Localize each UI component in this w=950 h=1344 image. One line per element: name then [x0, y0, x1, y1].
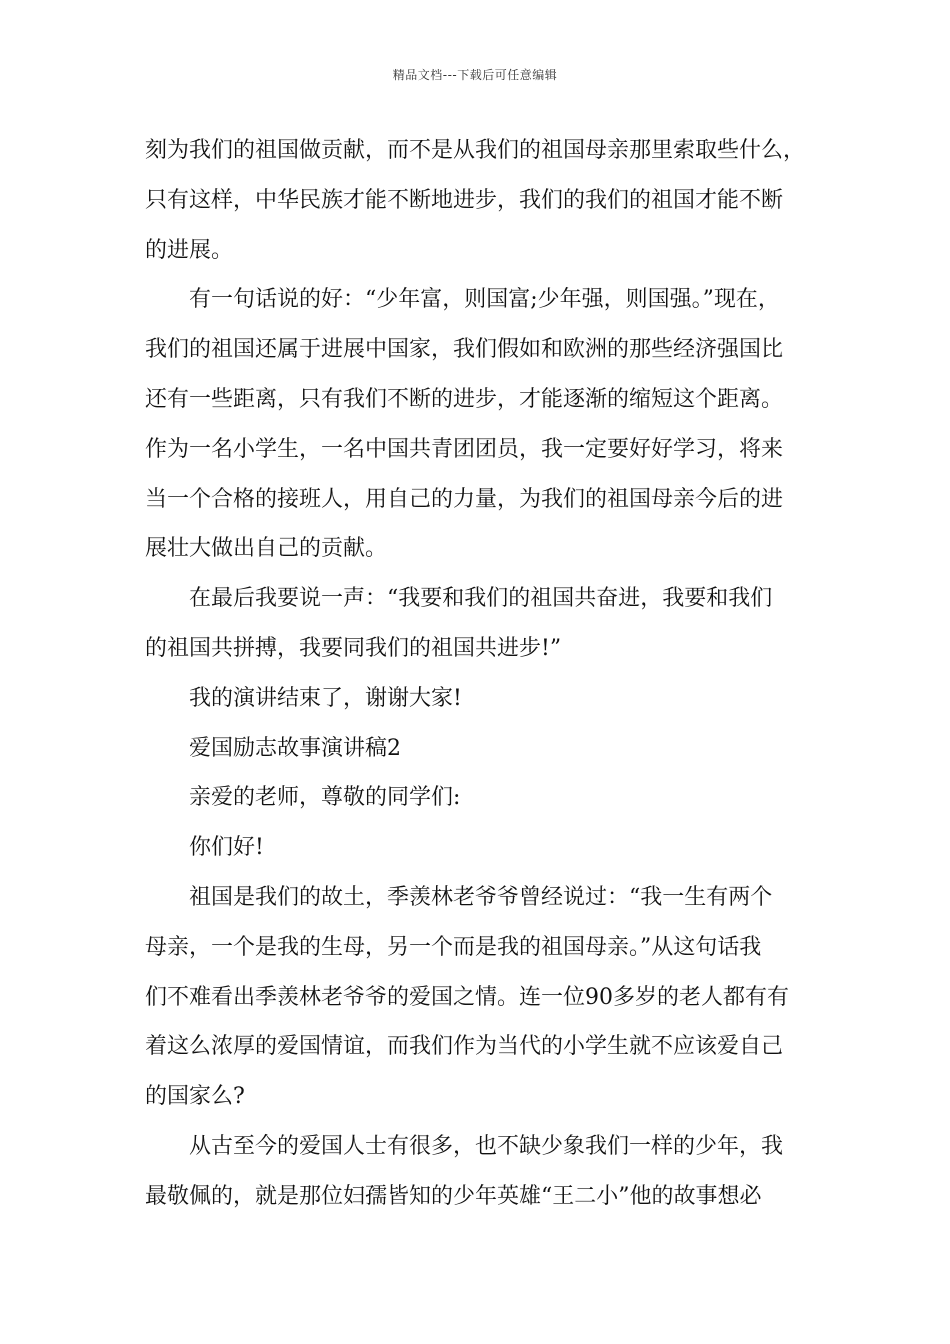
text-line: 只有这样，中华民族才能不断地进步，我们的我们的祖国才能不断 [145, 187, 784, 213]
text-line: 从古至今的爱国人士有很多，也不缺少象我们一样的少年，我 [189, 1133, 784, 1159]
text-line: 最敬佩的，就是那位妇孺皆知的少年英雄“王二小”他的故事想必 [145, 1183, 762, 1209]
text-line: 亲爱的老师，尊敬的同学们: [189, 785, 461, 811]
text-line: 爱国励志故事演讲稿2 [189, 735, 401, 761]
text-line: 们不难看出季羡林老爷爷的爱国之情。连一位90多岁的老人都有有 [145, 984, 789, 1010]
text-line: 你们好! [189, 835, 264, 861]
document-body [145, 126, 810, 1222]
text-line: 展壮大做出自己的贡献。 [145, 536, 388, 562]
text-line: 还有一些距离，只有我们不断的进步，才能逐渐的缩短这个距离。 [145, 386, 784, 412]
text-line: 我的演讲结束了，谢谢大家! [189, 685, 462, 711]
text-line: 有一句话说的好：“少年富，则国富;少年强，则国强。”现在， [189, 287, 780, 313]
text-line: 刻为我们的祖国做贡献，而不是从我们的祖国母亲那里索取些什么， [145, 138, 806, 163]
text-line: 母亲，一个是我的生母，另一个而是我的祖国母亲。”从这句话我 [145, 934, 762, 960]
text-line: 祖国是我们的故土，季羡林老爷爷曾经说过：“我一生有两个 [189, 884, 773, 910]
text-line: 的进展。 [145, 237, 234, 263]
text-line: 我们的祖国还属于进展中国家，我们假如和欧洲的那些经济强国比 [145, 337, 784, 363]
text-line: 着这么浓厚的爱国情谊，而我们作为当代的小学生就不应该爱自己 [145, 1034, 784, 1060]
text-line: 作为一名小学生，一名中国共青团团员，我一定要好好学习，将来 [145, 436, 784, 462]
text-line: 在最后我要说一声：“我要和我们的祖国共奋进，我要和我们 [189, 586, 773, 612]
page-header: 精品文档---下载后可任意编辑 [392, 68, 558, 82]
text-line: 的国家么? [145, 1084, 245, 1110]
text-line: 当一个合格的接班人，用自己的力量，为我们的祖国母亲今后的进 [145, 486, 784, 512]
text-line: 的祖国共拼搏，我要同我们的祖国共进步!” [145, 635, 562, 661]
